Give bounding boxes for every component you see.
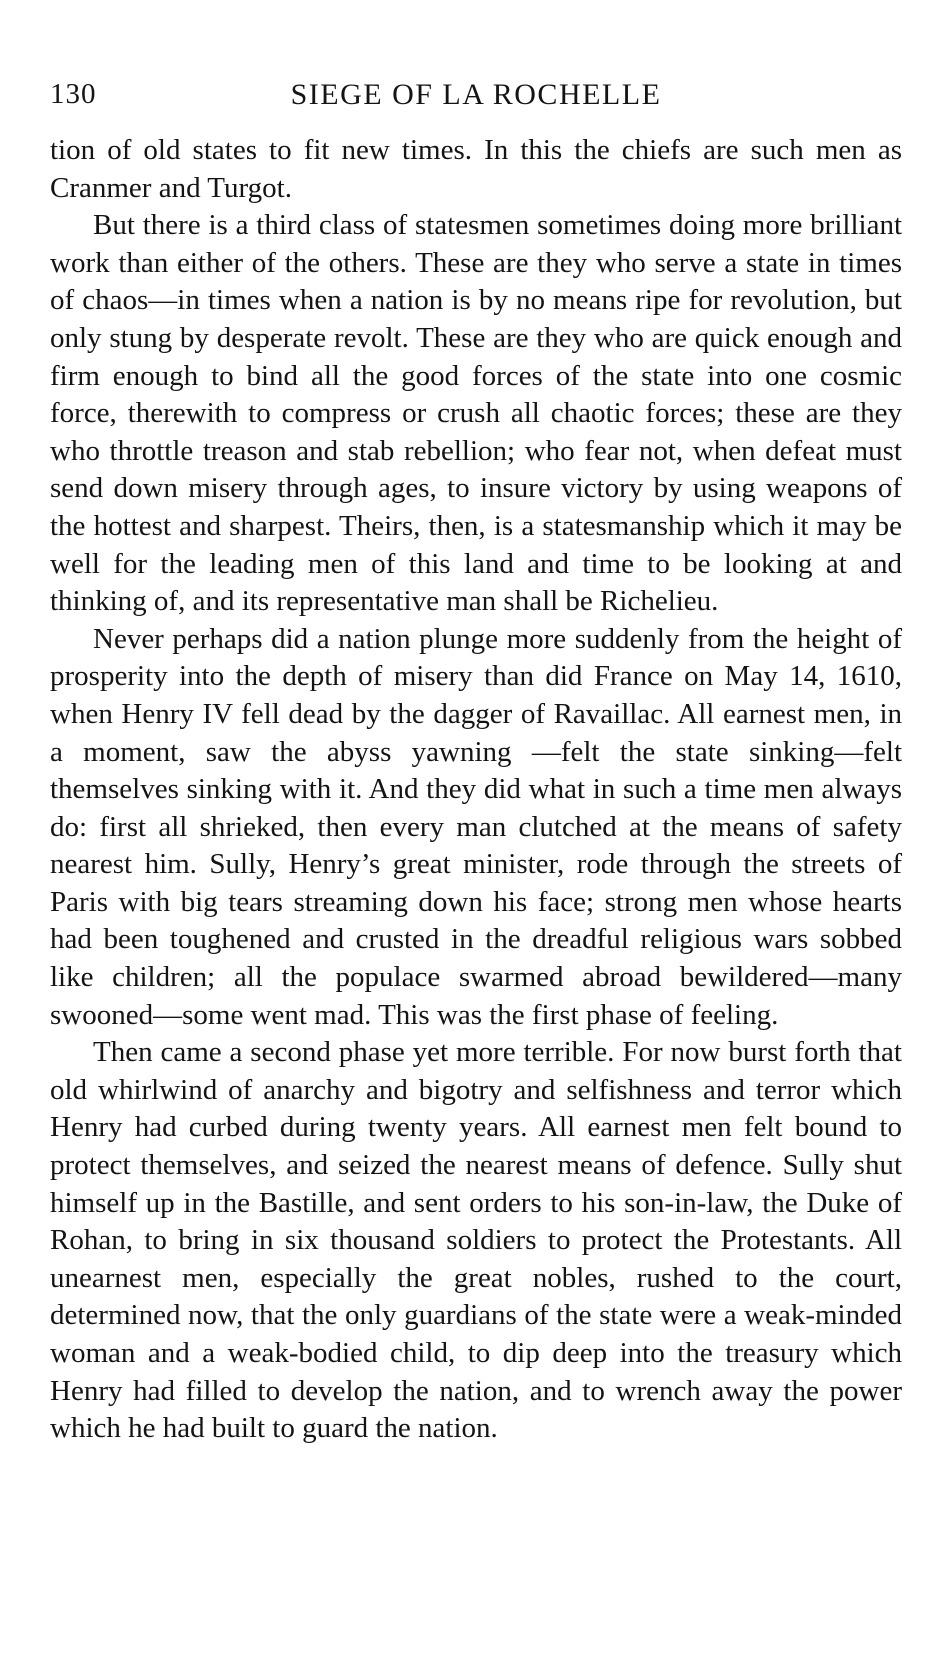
body-text [50,132,902,1448]
paragraph: Then came a second phase yet more terrible. For now burst forth that old whirlwind of anarchy and bigotry and selfishness and terror which Henry had curbed during twenty years. All earnest men felt bound to protect themselves, and seized the nearest means of defence. Sully shut himself up in the Bastille, and sent orders to his son-in-law, the Duke of Rohan, to bring in six thousand soldiers to protect the Protestants. All unearnest men, especially the great nobles, rushed to the court, determined now, that the only guardians of the state were a weak-minded woman and a weak-bodied child, to dip deep into the treasury which Henry had filled to develop the nation, and to wrench away the power which he had built to guard the nation. [50,1036,902,1445]
running-head [50,78,902,118]
paragraph: Never perhaps did a nation plunge more suddenly from the height of prosperity into the depth of misery than did France on May 14, 1610, when Henry IV fell dead by the dagger of Ravaillac. All earnest men, in a moment, saw the abyss yawning —felt the state sinking—felt themselves sinking with it. And they did what in such a time men always do: first all shrieked, then every man clutched at the means of safety nearest him. Sully, Henry’s great minister, rode through the streets of Paris with big tears streaming down his face; strong men whose hearts had been toughened and crusted in the dreadful religious wars sobbed like children; all the populace swarmed abroad bewildered—many swooned—some went mad. This was the first phase of feeling. [50,622,902,1031]
paragraph-continued: tion of old states to fit new times. In this the chiefs are such men as Cranmer and Turgot. [50,134,902,204]
running-title: SIEGE OF LA ROCHELLE [290,78,662,111]
paragraph: But there is a third class of statesmen sometimes doing more brilliant work than either of the others. These are they who serve a state in times of chaos—in times when a nation is by no means ripe for revolution, but only stung by desperate revolt. These are they who are quick enough and firm enough to bind all the good forces of the state into one cosmic force, therewith to compress or crush all chaotic forces; these are they who throttle treason and stab rebellion; who fear not, when defeat must send down misery through ages, to insure victory by using weapons of the hottest and sharpest. Theirs, then, is a statesmanship which it may be well for the leading men of this land and time to be looking at and thinking of, and its representative man shall be Richelieu. [50,209,902,618]
page-number: 130 [50,78,97,110]
